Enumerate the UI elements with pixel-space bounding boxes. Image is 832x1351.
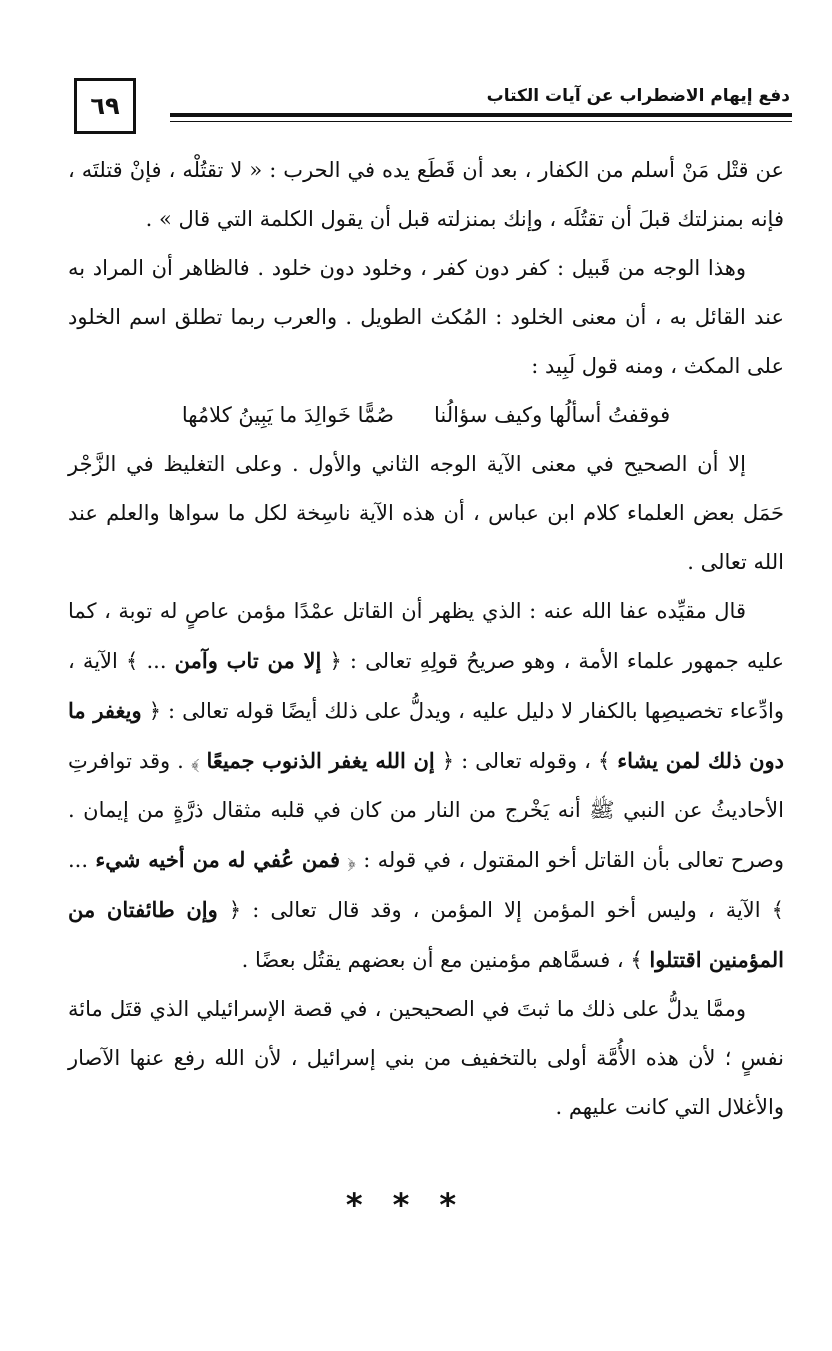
page-number-text: ٦٩ [90,92,120,120]
quran-quote: ويغفر ما دون ذلك لمن يشاء [68,698,784,773]
paragraph-2: وهذا الوجه من قَبيل : كفر دون كفر ، وخلود دون خلود . فالظاهر أن المراد به عند القائل به ، أن معنى الخلود : المُكث الطويل . والعرب ربما تطلق اسم الخلود على المكث ، ومنه قول لَبِيد : [68,256,784,378]
text-segment: ﴾ ، فسمَّاهم مؤمنين مع أن بعضهم يقتُل بعضًا . [241,948,650,972]
page-number [74,78,136,134]
quran-quote: وإن طائفتان من المؤمنين اقتتلوا [68,897,784,972]
text-segment: ﴾ . وقد توافرتِ الأحاديثُ عن النبي ﷺ أنه يَخْرج من النار من كان في قلبه مثقال ذرَّةٍ من إيمان . وصرح تعالى بأن القاتل أخو المقتول ، في قوله : ﴿ [68,749,785,872]
text-segment: ... ﴾ الآية ، وادِّعاء تخصيصِها بالكفار لا دليل عليه ، ويدلُّ على ذلك أيضًا قوله تعالى : ﴿ [68,649,784,723]
section-separator: *** [345,1186,487,1224]
paragraph-4 [68,587,784,985]
body-text [68,146,784,1132]
paragraph-1: عن قتْل مَنْ أسلم من الكفار ، بعد أن قَطَع يده في الحرب : « لا تقتُلْه ، فإنْ قتلتَه ، فإنه بمنزلتك قبلَ أن تقتُلَه ، وإنك بمنزلته قبل أن يقول الكلمة التي قال » . [68,158,785,231]
quran-quote: إلا من تاب وآمن [174,648,322,673]
text-segment: قال مقيِّده عفا الله عنه : الذي يظهر أن القاتل عمْدًا مؤمن عاصٍ له توبة ، كما عليه جمهور علماء الأمة ، وهو صريحُ قولِهِ تعالى : ﴿ [68,599,784,673]
header-rule-thin [170,121,792,122]
header-rule [170,113,792,117]
poetry-verse [68,391,784,440]
running-title: دفع إيهام الاضطراب عن آيات الكتاب [486,86,790,106]
verse-second-hemistich: صُمًّا خَوالِدَ ما يَبِينُ كلامُها [181,403,395,427]
quran-quote: فمن عُفي له من أخيه شيء [95,847,341,872]
text-segment: ﴾ ، وقوله تعالى : ﴿ [434,749,618,773]
quran-quote: إن الله يغفر الذنوب جميعًا [206,748,435,773]
paragraph-3: إلا أن الصحيح في معنى الآية الوجه الثاني والأول . وعلى التغليظ في الزَّجْر حَمَل بعض العلماء كلام ابن عباس ، أن هذه الآية ناسِخة لكل ما سواها والعلم عند الله تعالى . [68,452,784,574]
paragraph-5: وممَّا يدلُّ على ذلك ما ثبتَ في الصحيحين ، في قصة الإسرائيلي الذي قتَل مائة نفسٍ ؛ لأن هذه الأُمَّة أولى بالتخفيف من بني إسرائيل ، لأن الله رفع عنها الآصار والأغلال التي كانت عليهم . [68,997,784,1119]
text-segment: ... ﴾ الآية ، وليس أخو المؤمن إلا المؤمن ، وقد قال تعالى : ﴿ [68,848,784,922]
verse-first-hemistich: فوقفتُ أسألُها وكيف سؤالُنا [434,403,671,427]
